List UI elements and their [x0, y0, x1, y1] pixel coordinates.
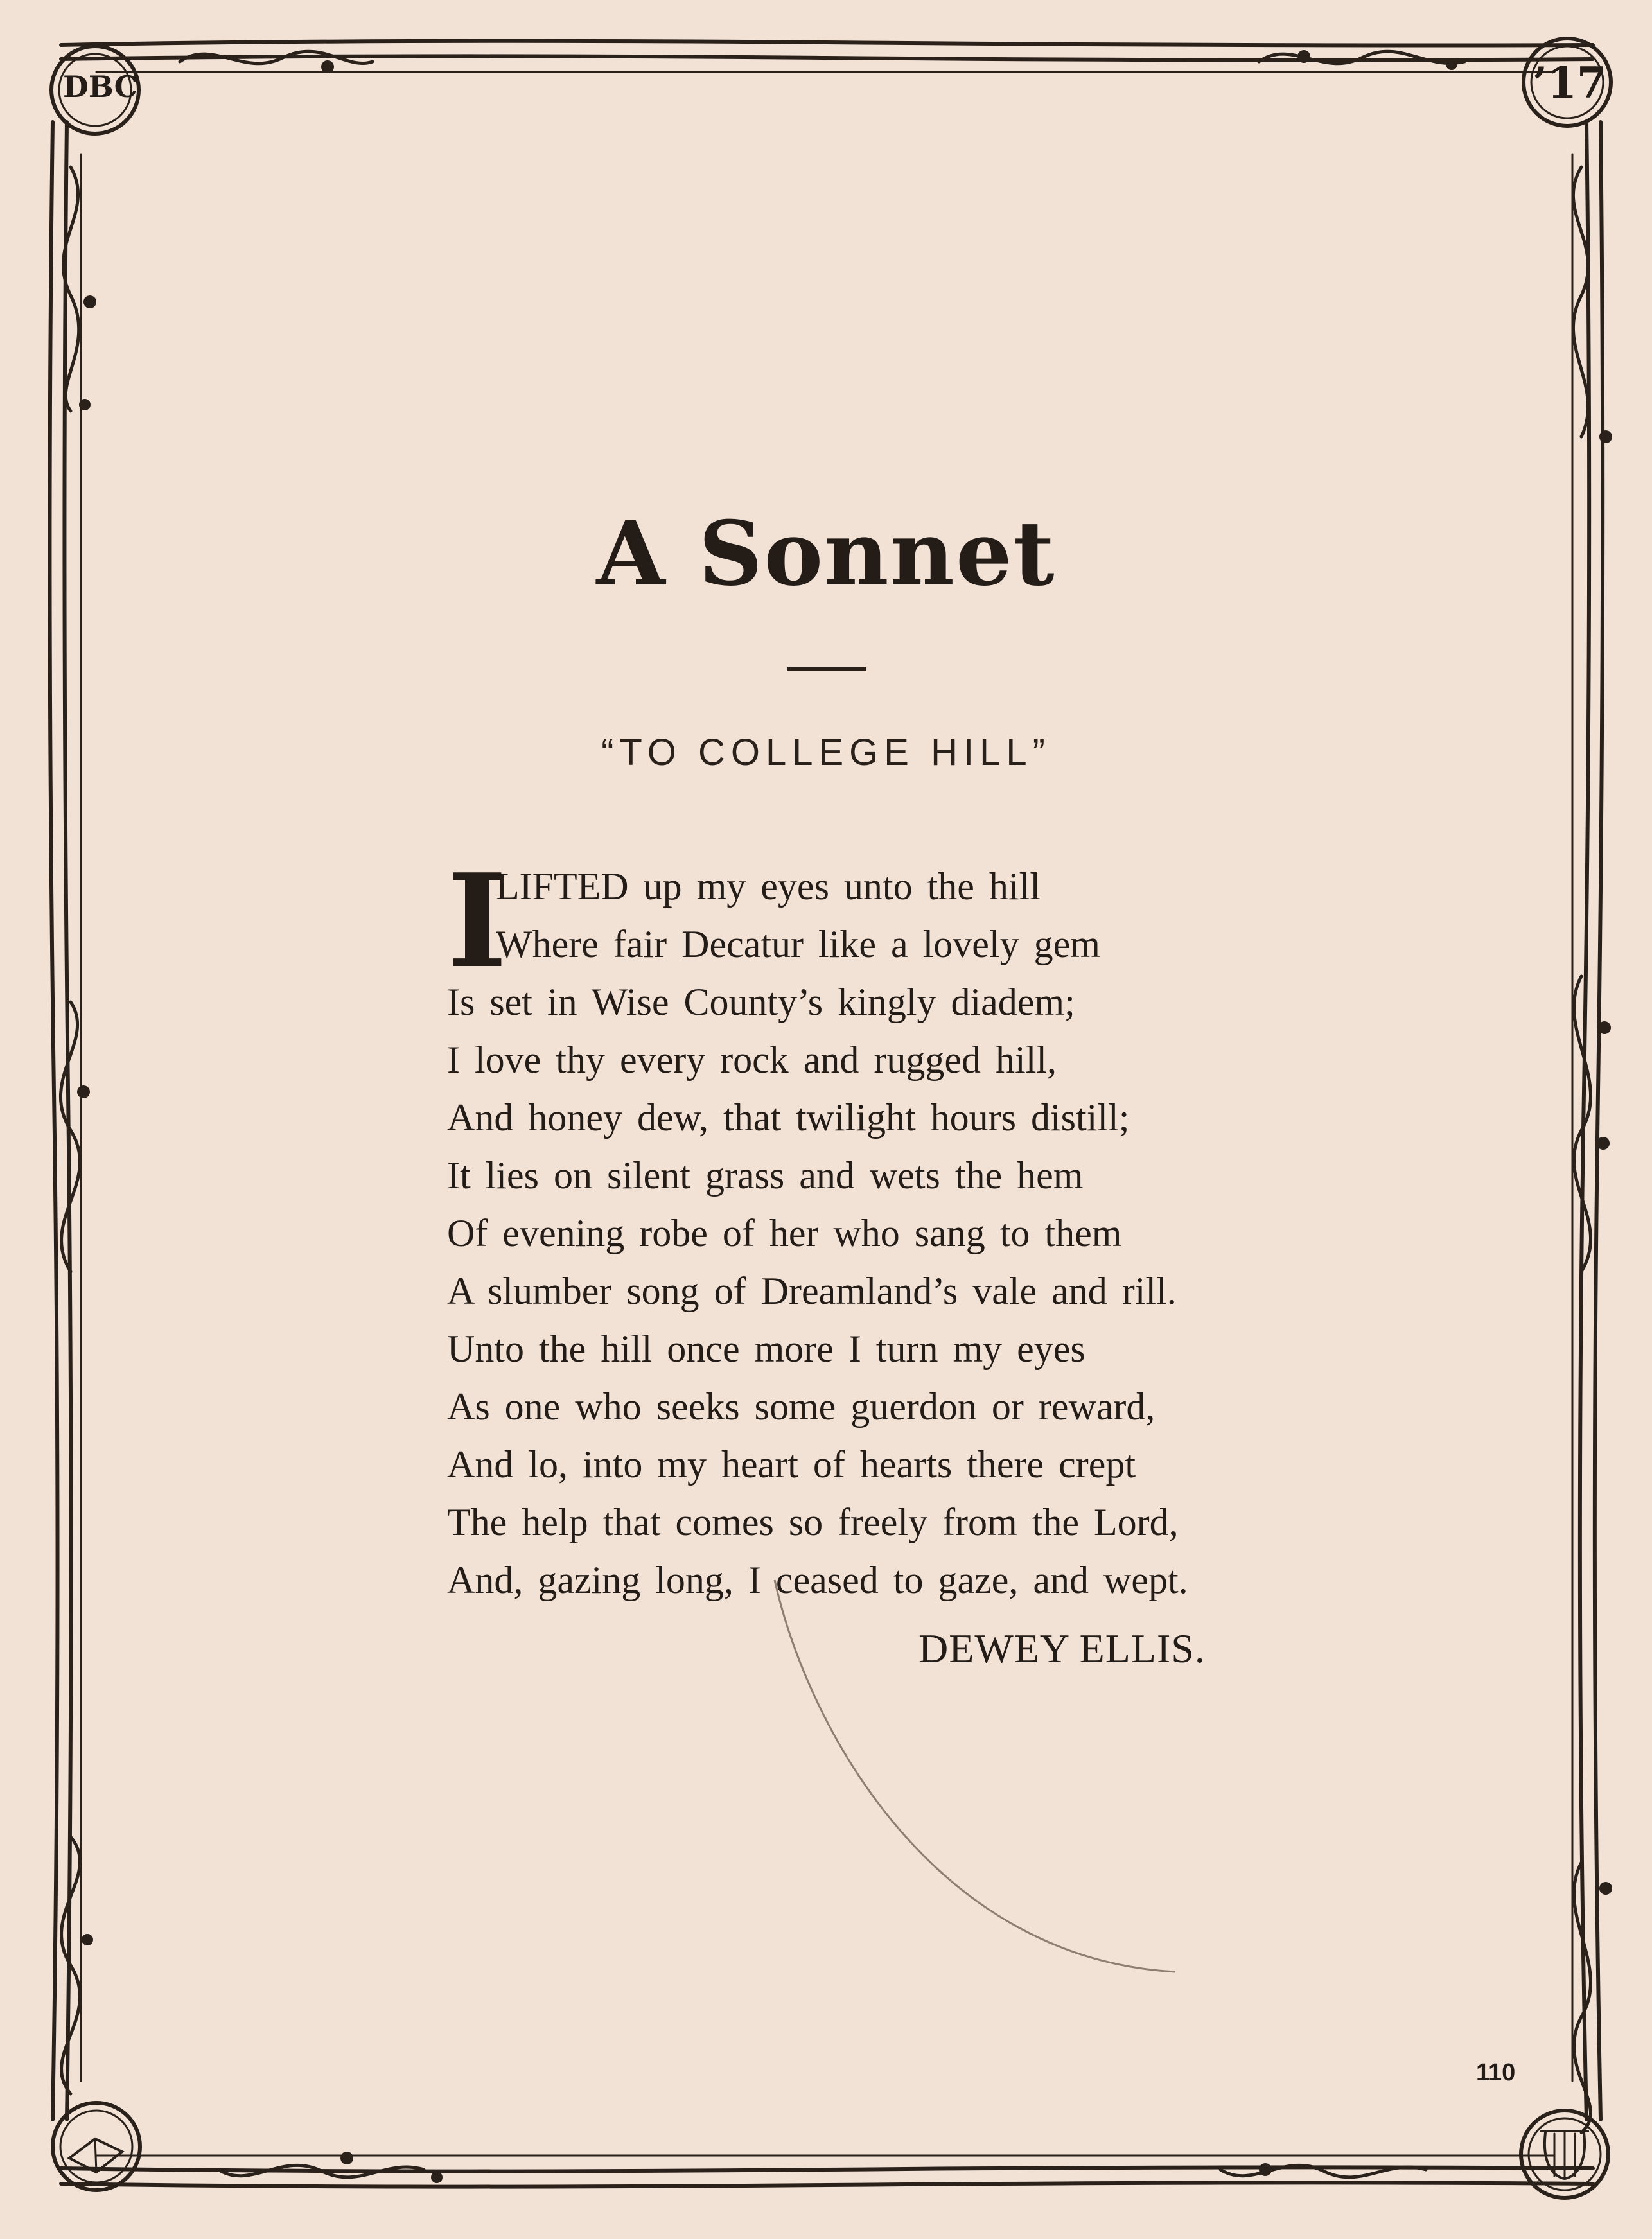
poem-author: DEWEY ELLIS.: [918, 1626, 1206, 1671]
poem-line: And honey dew, that twilight hours distill;: [447, 1096, 1130, 1139]
poem-line: A slumber song of Dreamland’s vale and rill.: [447, 1270, 1177, 1312]
poem-line: Unto the hill once more I turn my eyes: [447, 1328, 1085, 1370]
poem-line: Of evening robe of her who sang to them: [447, 1212, 1122, 1254]
medallion-top-left: DBC: [63, 69, 138, 104]
drop-cap: I: [447, 846, 507, 997]
poem-line: I love thy every rock and rugged hill,: [447, 1039, 1057, 1081]
page-number: 110: [1476, 2059, 1516, 2086]
poem-line: As one who seeks some guerdon or reward,: [447, 1385, 1156, 1428]
poem-line: LIFTED up my eyes unto the hill: [496, 865, 1041, 908]
poem-line: Is set in Wise County’s kingly diadem;: [447, 981, 1075, 1023]
open-book-icon: [64, 2120, 128, 2177]
lyre-icon: [1535, 2120, 1599, 2184]
poem-line: It lies on silent grass and wets the hem: [447, 1154, 1084, 1197]
poem-line: And, gazing long, I ceased to gaze, and wept.: [447, 1559, 1188, 1601]
title-divider: [787, 667, 866, 671]
poem-line: The help that comes so freely from the Lord,: [447, 1501, 1179, 1543]
medallion-top-right: ’17: [1533, 58, 1606, 108]
poem-line: And lo, into my heart of hearts there crept: [447, 1443, 1136, 1486]
poem-subtitle: “TO COLLEGE HILL”: [601, 732, 1051, 773]
page-title: A Sonnet: [596, 501, 1056, 606]
poem-line: Where fair Decatur like a lovely gem: [496, 923, 1100, 965]
